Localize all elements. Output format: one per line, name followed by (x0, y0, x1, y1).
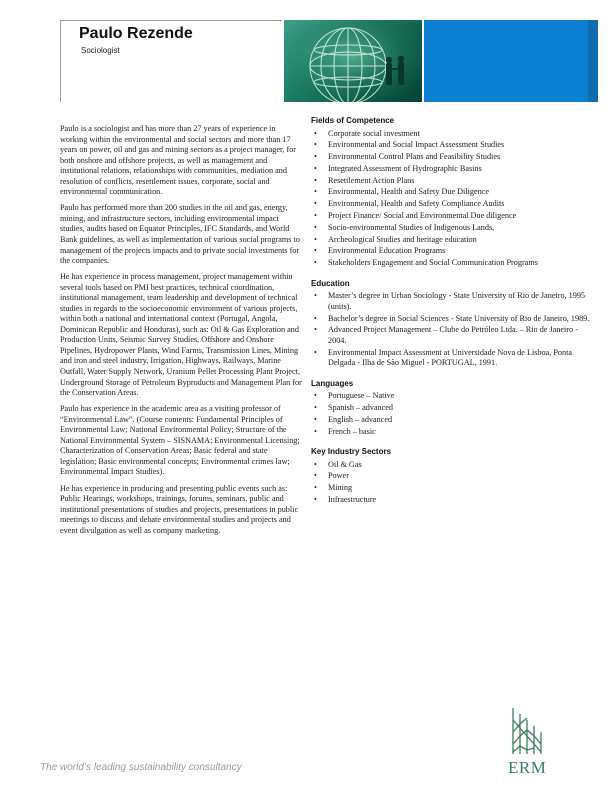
list-item: • Advanced Project Management – Clube do Petróleo Ltda. – Rio de Janeiro - 2004. (311, 325, 596, 346)
competence-list (311, 129, 596, 269)
bio-paragraph: Paulo has performed more than 200 studies in the oil and gas, energy, mining, and infrastructure sectors, including environmental impact studies, audits based on Equator Principles, IFC Standards, and World Bank guidelines, as well as implementation of various social programs to management of the projects impacts and to private social investments for the companies. (60, 203, 300, 266)
bio-paragraph: He has experience in producing and presenting public events such as: Public Hearings, workshops, trainings, forums, seminars, public and institutional presentations of studies and projects, presentations in public meetings to discuss and debate environmental studies and projects and event divulgation as well as company marketing. (60, 483, 299, 535)
list-item: • Mining (311, 483, 596, 494)
fields-of-competence-section (311, 116, 596, 269)
list-item: • Power (311, 471, 596, 482)
list-item: • Resettlement Action Plans (311, 176, 596, 187)
languages-section (311, 379, 596, 437)
brand-color-block (424, 20, 588, 102)
list-item: • Infraestructure (311, 495, 596, 506)
section-title: Key Industry Sectors (311, 447, 392, 457)
list-item: • Environmental Control Plans and Feasibility Studies (311, 152, 596, 163)
list-item: • Environmental Education Programs (311, 246, 596, 257)
list-item: • Spanish – advanced (311, 403, 596, 414)
globe-icon (284, 20, 422, 102)
list-item: • Stakeholders Engagement and Social Communication Programs (311, 258, 596, 269)
list-item: • Corporate social investment (311, 129, 596, 140)
list-item: • Environmental Impact Assessment at Universidade Nova de Lisboa, Ponta Delgada - Ilha de São Miguel - PORTUGAL, 1991. (311, 348, 596, 369)
footer-tagline: The world’s leading sustainability consultancy (40, 762, 242, 773)
sidebar-details (311, 116, 596, 515)
list-item: • Oil & Gas (311, 460, 596, 471)
globe-handshake-photo (284, 20, 422, 102)
person-name: Paulo Rezende (79, 25, 193, 42)
section-title: Education (311, 278, 350, 288)
list-item: • Portuguese – Native (311, 391, 596, 402)
bio-paragraph: Paulo has experience in the academic area as a visiting professor of “Environmental Law”. (Course contents: Fundamental Principles of Environmental Law; National Environmental Policy; Structure of the National Environmental System – SISNAMA; Environmental Licensing; Characterization of Conservation Areas; Basic federal and state legislation; Basic environmental concepts; Environmental crimes law; Environmental Impact Studies). (60, 404, 300, 477)
key-industry-sectors-section (311, 447, 596, 505)
list-item: • French – basic (311, 427, 596, 438)
bio-paragraph: He has experience in process management, project management within several tools based on PMI best practices, technical coordination, institutional management, team leadership and development of technical studies in regards to the socioeconomic environment of various projects, within both a national and international context (Portugal, Angola, Dominican Republic and Honduras), such as: Oil & Gas Exploration and Production Units, Seismic Survey Studies, Offshore and Onshore Pipelines, Hydropower Plants, Wind Farms, Transmission Lines, Mining and iron and steel industry, Irrigation, Highways, Railways, Marine Outfall, Water Supply Network, Uranium Pellet Processing Plant Project, Underground Storage of Petroleum Byproducts and Management Plan for the Conservation Areas. (60, 272, 302, 398)
list-item: • Environmental, Health and Safety Due Diligence (311, 187, 596, 198)
biography (60, 124, 304, 542)
list-item: • Environmental and Social Impact Assessment Studies (311, 140, 596, 151)
education-section (311, 279, 596, 369)
section-title: Fields of Competence (311, 116, 395, 125)
languages-list (311, 391, 596, 437)
list-item: • Bachelor’s degree in Social Sciences - State University of Rio de Janeiro, 1989. (311, 314, 596, 325)
list-item: • English – advanced (311, 415, 596, 426)
bio-paragraph: Paulo is a sociologist and has more than 27 years of experience in working within the environmental and social sectors and more than 17 years on power, oil and gas and mining sectors as a project manager, for both onshore and offshore projects, as well as management and institutional relations, relationships with communities, mediation and resolution of conflicts, resettlement issues, corporate, social and environmental communication. (60, 124, 297, 197)
brand-color-strip (588, 20, 598, 102)
sectors-list (311, 460, 596, 506)
list-item: • Integrated Assessment of Hydrographic Basins (311, 164, 596, 175)
list-item: • Master’s degree in Urban Sociology - State University of Rio de Janeiro, 1995 (units). (311, 291, 596, 312)
list-item: • Socio-environmental Studies of Indigenous Lands, (311, 223, 596, 234)
list-item: • Environmental, Health and Safety Compliance Audits (311, 199, 596, 210)
erm-logo-text: ERM (508, 758, 547, 777)
education-list (311, 291, 596, 368)
section-title: Languages (311, 378, 354, 388)
person-role: Sociologist (81, 46, 120, 55)
list-item: • Project Finance/ Social and Environmental Due diligence (311, 211, 596, 222)
list-item: • Archeological Studies and heritage education (311, 235, 596, 246)
header-box (60, 20, 282, 102)
